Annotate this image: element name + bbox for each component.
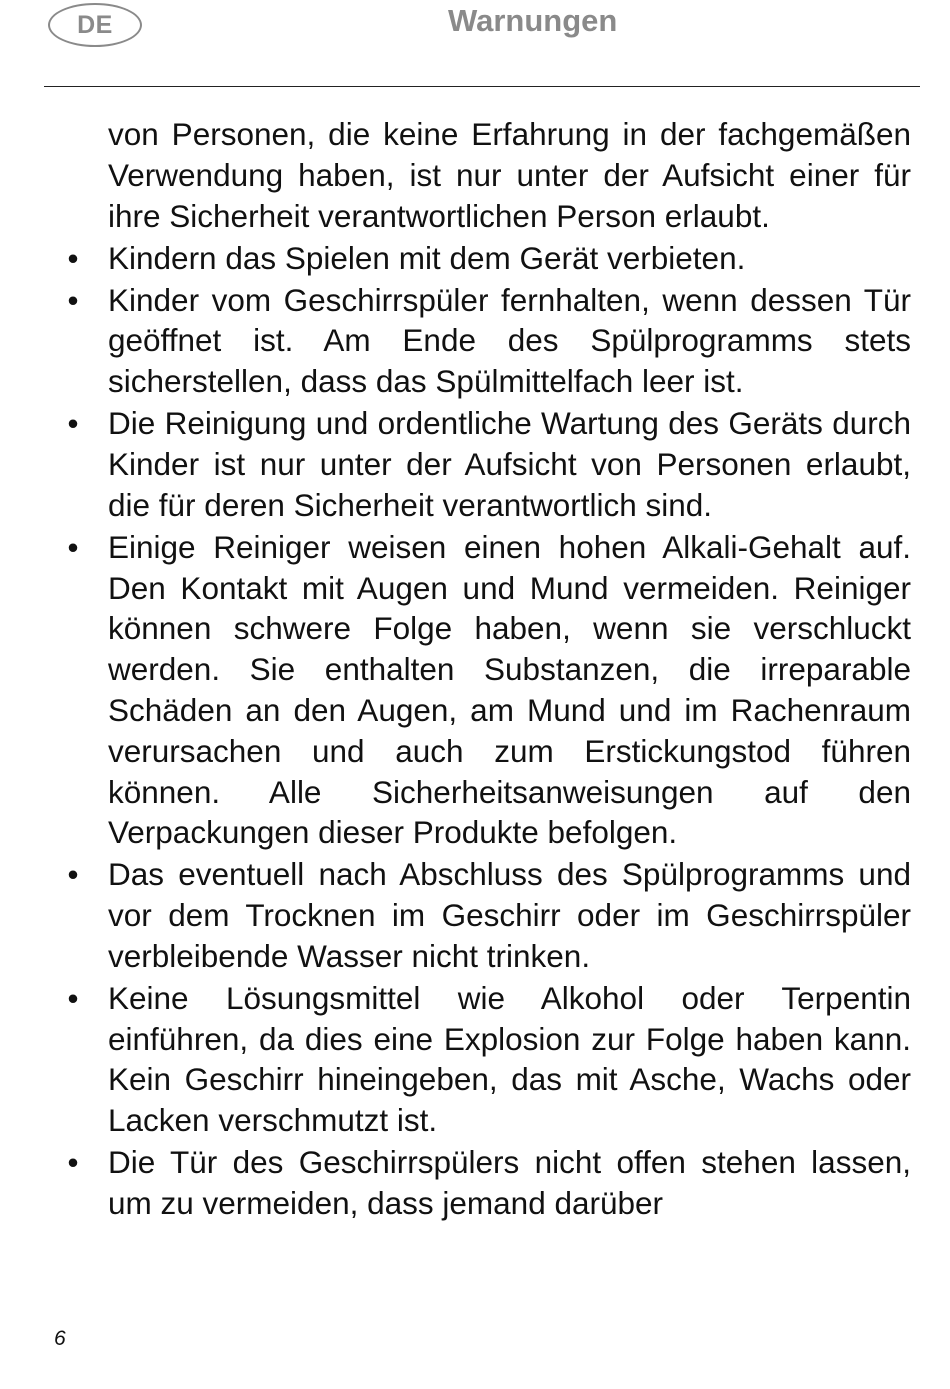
bullet-icon: • bbox=[67, 281, 79, 318]
page-number: 6 bbox=[54, 1327, 66, 1350]
language-badge bbox=[48, 3, 142, 47]
bullet-icon: • bbox=[67, 979, 79, 1016]
list-item bbox=[67, 527, 911, 853]
list-item-text: Das eventuell nach Abschluss des Spülprogramms und vor dem Trocknen im Geschirr oder im Geschirrspüler verbleibende Wasser nicht trinken. bbox=[108, 856, 911, 974]
continued-paragraph: von Personen, die keine Erfahrung in der fachgemäßen Verwendung haben, ist nur unter der Aufsicht einer für ihre Sicherheit verantwortlichen Person erlaubt. bbox=[108, 116, 911, 234]
list-item-text: Einige Reiniger weisen einen hohen Alkali-Gehalt auf. Den Kontakt mit Augen und Mund vermeiden. Reiniger können schwere Folge haben, wenn sie verschluckt werden. Sie enthalten Substanzen, die irreparable Schäden an den Augen, am Mund und im Rachenraum verursachen und auch zum Erstickungstod führen können. Alle Sicherheitsanweisungen auf den Verpackungen dieser Produkte befolgen. bbox=[108, 528, 911, 851]
list-item-text: Die Tür des Geschirrspülers nicht offen stehen lassen, um zu vermeiden, dass jemand darüber bbox=[108, 1144, 911, 1222]
list-item-text: Die Reinigung und ordentliche Wartung des Geräts durch Kinder ist nur unter der Aufsicht von Personen erlaubt, die für deren Sicherheit verantwortlich sind. bbox=[108, 405, 911, 523]
list-item-text: Kindern das Spielen mit dem Gerät verbieten. bbox=[108, 239, 746, 276]
bullet-icon: • bbox=[67, 528, 79, 565]
bullet-icon: • bbox=[67, 1144, 79, 1181]
page-content bbox=[67, 114, 911, 1224]
list-item bbox=[67, 238, 911, 279]
list-item-text: Kinder vom Geschirrspüler fernhalten, wenn dessen Tür geöffnet ist. Am Ende des Spülprogramms stets sicherstellen, dass das Spülmittelfach leer ist. bbox=[108, 281, 911, 400]
list-item bbox=[67, 403, 911, 525]
warning-list bbox=[67, 238, 911, 1224]
bullet-icon: • bbox=[67, 239, 79, 276]
header-divider bbox=[44, 86, 920, 87]
list-item bbox=[67, 280, 911, 402]
language-code: DE bbox=[77, 10, 113, 39]
list-item-text: Keine Lösungsmittel wie Alkohol oder Terpentin einführen, da dies eine Explosion zur Folge haben kann. Kein Geschirr hineingeben, das mit Asche, Wachs oder Lacken verschmutzt ist. bbox=[108, 979, 911, 1139]
bullet-icon: • bbox=[67, 405, 79, 442]
bullet-icon: • bbox=[67, 856, 79, 893]
list-item bbox=[67, 1142, 911, 1224]
list-item bbox=[67, 854, 911, 976]
list-item bbox=[67, 978, 911, 1141]
section-title: Warnungen bbox=[448, 3, 618, 38]
